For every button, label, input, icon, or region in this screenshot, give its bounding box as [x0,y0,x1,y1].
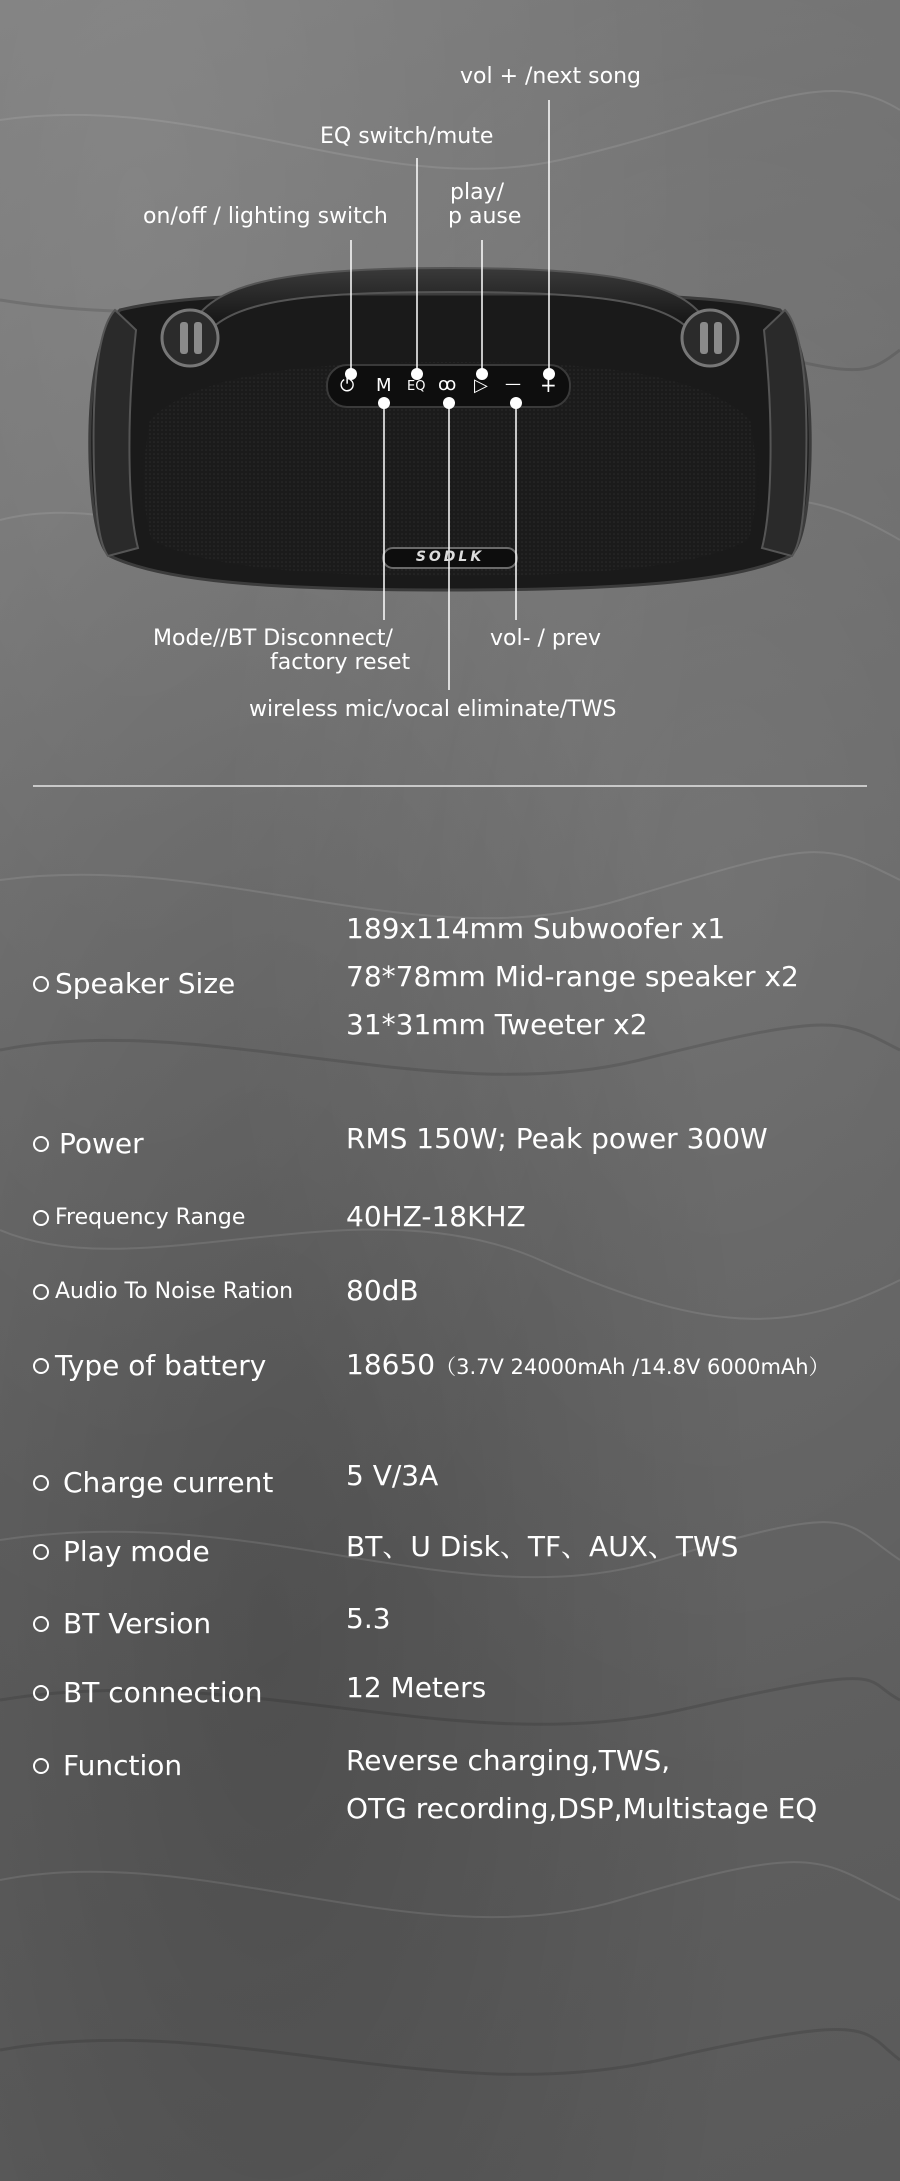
plus-button-icon: + [540,373,557,397]
spec-key: Play mode [63,1535,210,1568]
spec-value: 12 Meters [346,1671,487,1704]
spec-value: 31*31mm Tweeter x2 [346,1008,648,1041]
power-button-icon: ⏻ [340,375,355,396]
spec-value: BT、U Disk、TF、AUX、TWS [346,1530,739,1563]
mode-button-icon: M [376,375,392,396]
spec-value: 78*78mm Mid-range speaker x2 [346,960,799,993]
circle-bullet-icon [33,1210,49,1226]
circle-bullet-icon [33,1358,49,1374]
callout-wireless-mic: wireless mic/vocal eliminate/TWS [249,697,617,722]
spec-key: BT Version [63,1607,212,1640]
callout-eq-mute: EQ switch/mute [320,124,494,149]
callout-mode-1: Mode//BT Disconnect/ [153,626,393,651]
circle-bullet-icon [33,1616,49,1632]
callout-vol-prev: vol- / prev [490,626,602,651]
minus-button-icon: — [505,374,521,393]
spec-value: 5.3 [346,1602,391,1635]
spec-value: 5 V/3A [346,1459,439,1492]
spec-key: Frequency Range [55,1205,246,1230]
circle-bullet-icon [33,1685,49,1701]
callout-vol-next: vol + /next song [460,64,641,89]
spec-value: RMS 150W; Peak power 300W [346,1122,768,1155]
callout-play-pause-1: play/ [450,180,504,205]
eq-button-icon: EQ [407,379,426,394]
spec-key: Charge current [63,1466,274,1499]
callout-play-pause-2: p ause [448,204,522,229]
play-button-icon: ▷ [474,375,488,396]
circle-bullet-icon [33,1136,49,1152]
spec-value: 80dB [346,1274,419,1307]
brand-logo: SODLK [415,549,485,565]
spec-value-extra: （3.7V 24000mAh /14.8V 6000mAh） [435,1355,830,1379]
callout-on-off: on/off / lighting switch [143,204,388,229]
circle-bullet-icon [33,1475,49,1491]
section-divider [33,785,867,787]
spec-key: Speaker Size [55,967,236,1000]
spec-value: 40HZ-18KHZ [346,1200,526,1233]
mic-button-icon: ꝏ [438,374,457,395]
spec-key: Power [59,1127,144,1160]
spec-value: 189x114mm Subwoofer x1 [346,912,726,945]
spec-value: Reverse charging,TWS, [346,1744,671,1777]
circle-bullet-icon [33,1758,49,1774]
circle-bullet-icon [33,1284,49,1300]
spec-key: Type of battery [55,1349,267,1382]
spec-key: BT connection [63,1676,263,1709]
spec-value: OTG recording,DSP,Multistage EQ [346,1792,818,1825]
circle-bullet-icon [33,976,49,992]
circle-bullet-icon [33,1544,49,1560]
spec-key: Audio To Noise Ration [55,1279,294,1304]
callout-mode-2: factory reset [270,650,411,675]
spec-key: Function [63,1749,183,1782]
spec-value: 18650 [346,1348,436,1381]
